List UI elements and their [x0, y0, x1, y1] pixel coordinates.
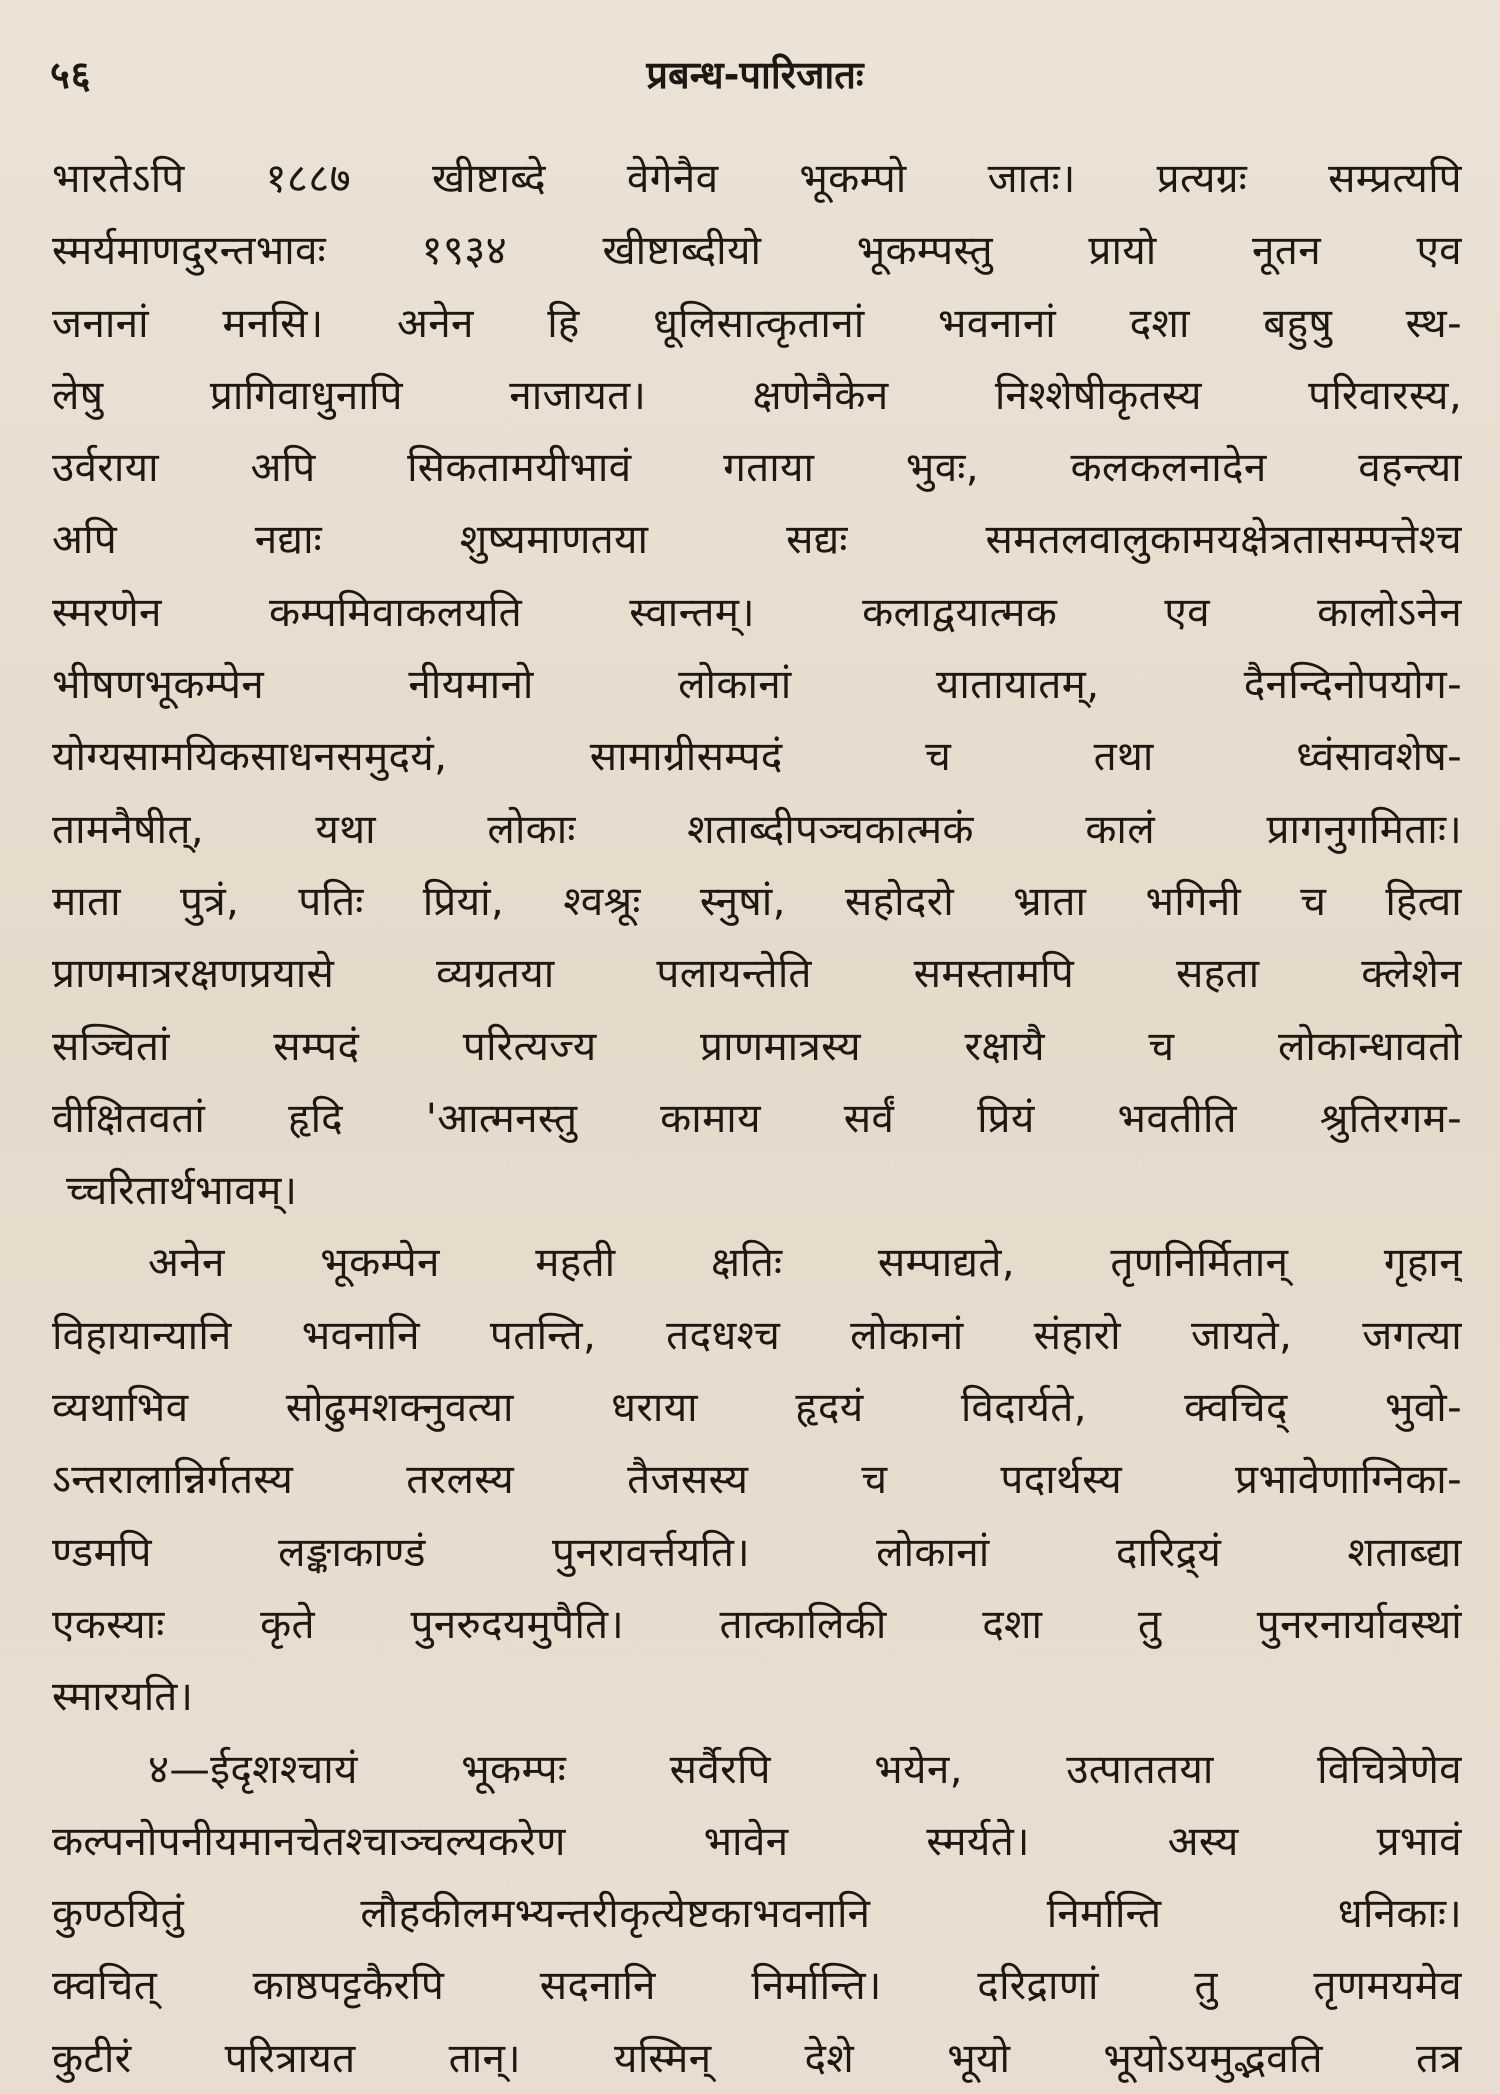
- page-number: ५६: [50, 53, 92, 97]
- text-line: उर्वराया अपि सिकतामयीभावं गताया भुवः, कलकलनादेन वहन्त्या: [52, 443, 1462, 492]
- text-line: स्मर्यमाणदुरन्तभावः १९३४ खीष्टाब्दीयो भूकम्पस्तु प्रायो नूतन एव: [52, 226, 1462, 275]
- text-line: प्राणमात्ररक्षणप्रयासे व्यग्रतया पलायन्तेति समस्तामपि सहता क्लेशेन: [52, 949, 1462, 998]
- text-line: क्वचित् काष्ठपट्टकैरपि सदनानि निर्मान्ति। दरिद्राणां तु तृणमयमेव: [52, 1961, 1462, 2010]
- text-line: एकस्याः कृते पुनरुदयमुपैति। तात्कालिकी दशा तु पुनरनार्यावस्थां: [52, 1599, 1462, 1648]
- text-line: कुण्ठयितुं लौहकीलमभ्यन्तरीकृत्येष्टकाभवनानि निर्मान्ति धनिकाः।: [52, 1889, 1462, 1938]
- body-text: [52, 142, 1462, 2094]
- text-line: योग्यसामयिकसाधनसमुदयं, सामाग्रीसम्पदं च तथा ध्वंसावशेष-: [52, 732, 1462, 781]
- text-line: सञ्चितां सम्पदं परित्यज्य प्राणमात्रस्य रक्षायै च लोकान्धावतो: [52, 1021, 1462, 1070]
- text-line: जनानां मनसि। अनेन हि धूलिसात्कृतानां भवनानां दशा बहुषु स्थ-: [52, 298, 1462, 347]
- text-line: कल्पनोपनीयमानचेतश्चाञ्चल्यकरेण भावेन स्मर्यते। अस्य प्रभावं: [52, 1816, 1462, 1865]
- text-line: भारतेऽपि १८८७ खीष्टाब्दे वेगेनैव भूकम्पो जातः। प्रत्यग्रः सम्प्रत्यपि: [52, 154, 1462, 202]
- page-header: [50, 40, 1460, 110]
- text-line: विहायान्यानि भवनानि पतन्ति, तदधश्च लोकानां संहारो जायते, जगत्या: [52, 1310, 1462, 1359]
- text-line: वीक्षितवतां हृदि 'आत्मनस्तु कामाय सर्वं प्रियं भवतीति श्रुतिरगम-: [52, 1093, 1462, 1142]
- text-line: व्यथाभिव सोढुमशक्नुवत्या धराया हृदयं विदार्यते, क्वचिद् भुवो-: [52, 1383, 1462, 1432]
- text-line: भीषणभूकम्पेन नीयमानो लोकानां यातायातम्, दैनन्दिनोपयोग-: [52, 660, 1462, 709]
- text-line: तामनैषीत्, यथा लोकाः शताब्दीपञ्चकात्मकं कालं प्रागनुगमिताः।: [52, 804, 1462, 853]
- text-line: अपि नद्याः शुष्यमाणतया सद्यः समतलवालुकामयक्षेत्रतासम्पत्तेश्च: [52, 515, 1462, 564]
- text-line: स्मारयति।: [52, 1672, 194, 1721]
- text-line: कुटीरं परित्रायत तान्। यस्मिन् देशे भूयो भूयोऽयमुद्भवति तत्र: [52, 2033, 1462, 2082]
- text-line: लेषु प्रागिवाधुनापि नाजायत। क्षणेनैकेन निश्शेषीकृतस्य परिवारस्य,: [52, 370, 1462, 419]
- text-line: ४—ईदृशश्चायं भूकम्पः सर्वैरपि भयेन, उत्पाततया विचित्रेणेव: [148, 1744, 1462, 1793]
- text-line: स्मरणेन कम्पमिवाकलयति स्वान्तम्। कलाद्वयात्मक एव कालोऽनेन: [52, 587, 1462, 636]
- text-line: ण्डमपि लङ्काकाण्डं पुनरावर्त्तयति। लोकानां दारिद्र्यं शताब्द्या: [52, 1527, 1462, 1576]
- text-line: माता पुत्रं, पतिः प्रियां, श्वश्रूः स्नुषां, सहोदरो भ्राता भगिनी च हित्वा: [52, 876, 1462, 925]
- text-line: अनेन भूकम्पेन महती क्षतिः सम्पाद्यते, तृणनिर्मितान् गृहान्: [148, 1238, 1462, 1287]
- text-line: च्चरितार्थभावम्।: [66, 1166, 298, 1215]
- text-line: ऽन्तरालान्निर्गतस्य तरलस्य तैजसस्य च पदार्थस्य प्रभावेणाग्निका-: [52, 1455, 1462, 1504]
- running-title: प्रबन्ध-पारिजातः: [646, 53, 864, 97]
